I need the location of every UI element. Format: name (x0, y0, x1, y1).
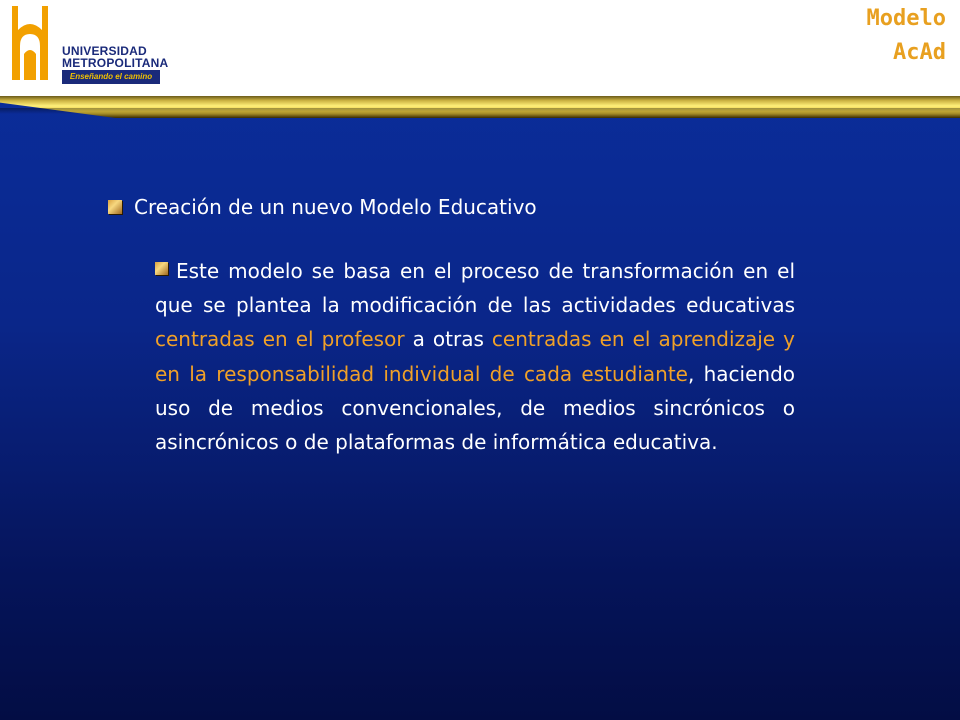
heading-row (108, 192, 808, 222)
logo-tagline: Enseñando el camino (62, 70, 160, 84)
paragraph-text-part2: a otras (404, 327, 492, 352)
university-logo (10, 6, 170, 86)
bullet-square-icon (108, 200, 122, 214)
header-bar (0, 0, 960, 96)
paragraph-highlight-professor: centradas en el profesor (155, 327, 405, 352)
logo-arches-icon (10, 6, 50, 80)
body-paragraph (155, 254, 795, 459)
slide-heading: Creación de un nuevo Modelo Educativo (134, 195, 537, 219)
model-title-line1: Modelo (866, 6, 946, 31)
model-title (867, 2, 946, 70)
header-divider-shadow (0, 108, 960, 114)
header-gold-divider (0, 96, 960, 118)
paragraph-text-part3: , haciendo uso de medios convencionales, de medios sincrónicos o asincrónicos o de plataformas de informática educativa. (155, 361, 795, 455)
bullet-square-icon (155, 262, 168, 275)
paragraph-text-part1: Este modelo se basa en el proceso de transformación en el que se plantea la modificación de las actividades educativas (155, 259, 795, 318)
model-title-line2: AcAd (893, 40, 946, 65)
logo-text-university: UNIVERSIDAD (62, 44, 147, 58)
logo-text-metropolitana: METROPOLITANA (62, 56, 169, 70)
paragraph-highlight-learning: centradas en el aprendizaje y en la responsabilidad individual de cada estudiante (155, 327, 795, 386)
